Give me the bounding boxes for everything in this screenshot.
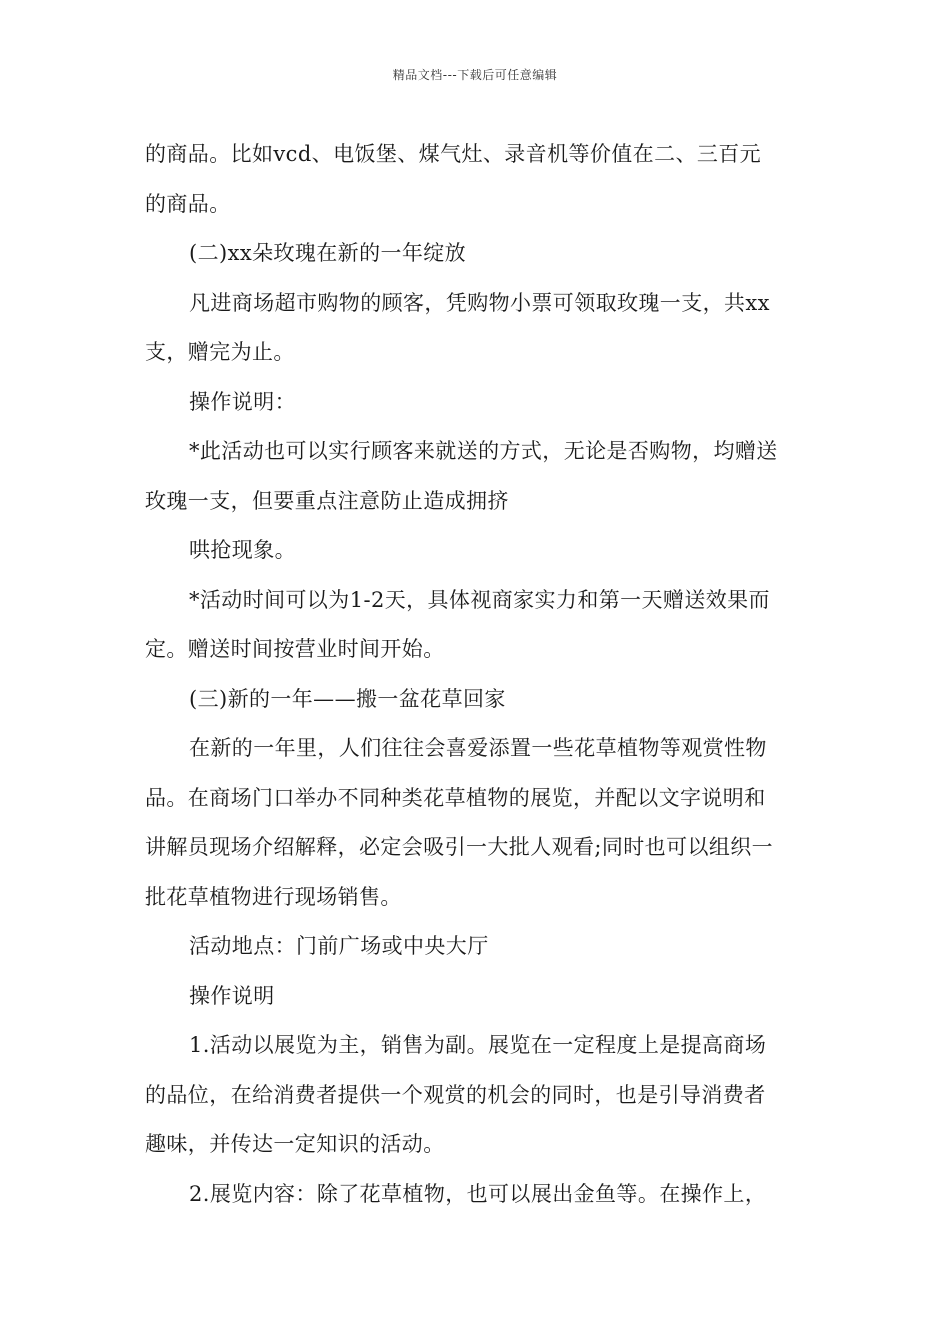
text-line: *活动时间可以为1-2天，具体视商家实力和第一天赠送效果而 xyxy=(189,587,770,612)
text-line: 讲解员现场介绍解释，必定会吸引一大批人观看;同时也可以组织一 xyxy=(145,835,774,859)
text-line: 品。在商场门口举办不同种类花草植物的展览，并配以文字说明和 xyxy=(145,785,766,810)
text-line: 哄抢现象。 xyxy=(189,538,296,562)
text-line: 1.活动以展览为主，销售为副。展览在一定程度上是提高商场 xyxy=(189,1033,767,1057)
text-line: 操作说明： xyxy=(189,389,296,414)
text-line: 定。赠送时间按营业时间开始。 xyxy=(145,637,445,661)
text-line: 玫瑰一支，但要重点注意防止造成拥挤 xyxy=(145,488,509,513)
text-line: 操作说明 xyxy=(189,983,275,1008)
section-heading: (三)新的一年——搬一盆花草回家 xyxy=(189,686,506,711)
text-line: 活动地点：门前广场或中央大厅 xyxy=(189,934,489,958)
text-line: 的商品。比如vcd、电饭堡、煤气灶、录音机等价值在二、三百元 xyxy=(145,142,762,166)
text-line: 支，赠完为止。 xyxy=(145,340,295,364)
page-header: 精品文档---下载后可任意编辑 xyxy=(392,68,558,82)
text-line: 2.展览内容：除了花草植物，也可以展出金鱼等。在操作上， xyxy=(189,1181,767,1206)
text-line: 凡进商场超市购物的顾客，凭购物小票可领取玫瑰一支，共xx xyxy=(189,290,770,315)
text-line: 的品位，在给消费者提供一个观赏的机会的同时，也是引导消费者 xyxy=(145,1082,766,1107)
body-text xyxy=(145,130,810,1219)
text-line: 在新的一年里，人们往往会喜爱添置一些花草植物等观赏性物 xyxy=(189,736,767,760)
section-heading: (二)xx朵玫瑰在新的一年绽放 xyxy=(189,241,467,265)
text-line: 的商品。 xyxy=(145,191,231,216)
text-line: 趣味，并传达一定知识的活动。 xyxy=(145,1132,445,1156)
text-line: 批花草植物进行现场销售。 xyxy=(145,884,402,909)
text-line: *此活动也可以实行顾客来就送的方式，无论是否购物，均赠送 xyxy=(189,439,778,463)
